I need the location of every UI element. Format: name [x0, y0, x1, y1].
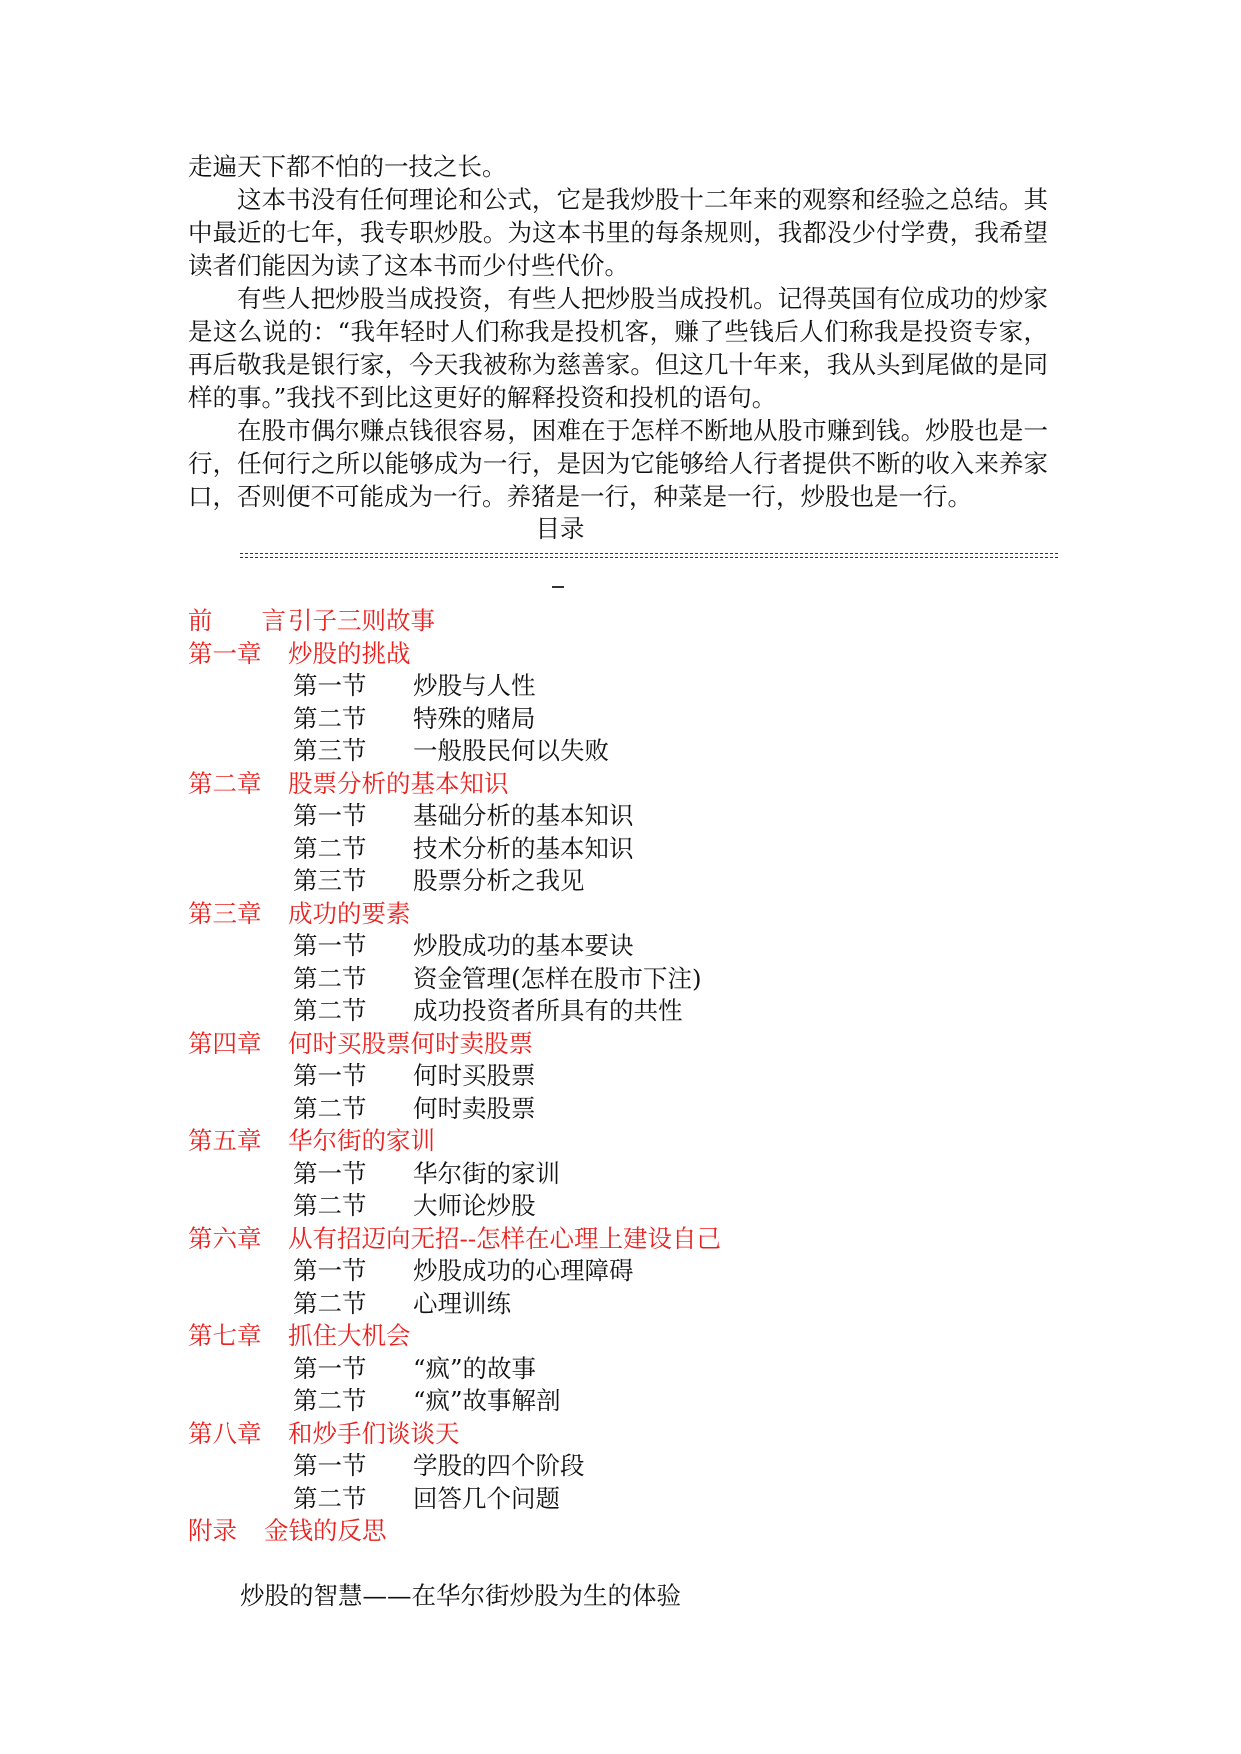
- toc-title: 目录: [535, 514, 585, 543]
- toc-chapter-entry[interactable]: [188, 1220, 721, 1253]
- toc-entry-title: 大师论炒股: [413, 1191, 536, 1220]
- toc-entry-title: 金钱的反思: [264, 1516, 387, 1545]
- toc-entry-number: 第一节: [293, 801, 367, 830]
- toc-entry-number: 第八章: [188, 1418, 262, 1448]
- toc-entry-title: 华尔街的家训: [413, 1158, 560, 1188]
- toc-entry-number: 第一节: [293, 1061, 367, 1090]
- intro-paragraph: 走遍天下都不怕的一技之长。: [188, 152, 507, 181]
- toc-section-entry[interactable]: [293, 1057, 536, 1090]
- toc-section-entry[interactable]: [293, 1187, 536, 1220]
- toc-section-entry[interactable]: [293, 732, 609, 765]
- toc-section-entry[interactable]: [293, 927, 634, 960]
- toc-section-entry[interactable]: [293, 1252, 634, 1285]
- book-subtitle: 炒股的智慧——在华尔街炒股为生的体验: [240, 1581, 681, 1610]
- toc-entry-number: 第四章: [188, 1028, 262, 1058]
- intro-paragraph: 有些人把炒股当成投资，有些人把炒股当成投机。记得英国有位成功的炒家是这么说的：“我年轻时人们称我是投机客，赚了些钱后人们称我是投资专家，再后敬我是银行家，今天我被称为慈善家。但这几十年来，我从头到尾做的是同样的事。”我找不到比这更好的解释投资和投机的语句。: [188, 284, 1048, 412]
- toc-entry-title: 股票分析的基本知识: [288, 768, 509, 798]
- toc-entry-title: 成功的要素: [288, 898, 411, 928]
- toc-section-entry[interactable]: [293, 992, 683, 1025]
- toc-section-entry[interactable]: [293, 1090, 536, 1123]
- toc-entry-title: 引子三则故事: [288, 606, 435, 635]
- toc-entry-number: 第二节: [293, 703, 367, 733]
- toc-entry-title: 资金管理(怎样在股市下注): [413, 963, 702, 993]
- toc-entry-number: 第三节: [293, 736, 367, 765]
- toc-entry-number: 第二节: [293, 996, 367, 1025]
- toc-entry-title: 何时买股票: [413, 1061, 536, 1090]
- toc-entry-number: 第一章: [188, 638, 262, 668]
- toc-chapter-entry[interactable]: [188, 1317, 411, 1350]
- toc-entry-number: 第七章: [188, 1321, 262, 1350]
- separator-line: [240, 553, 1058, 554]
- toc-entry-title: 一般股民何以失败: [413, 736, 609, 765]
- toc-appendix-entry[interactable]: [188, 1512, 387, 1545]
- separator-line: [240, 557, 1058, 558]
- toc-entry-number: 第二节: [293, 1386, 367, 1415]
- toc-entry-number: 第二节: [293, 833, 367, 863]
- toc-entry-title: “疯”的故事: [413, 1353, 537, 1383]
- toc-chapter-entry[interactable]: [188, 602, 435, 635]
- toc-entry-number: 第一节: [293, 1353, 367, 1383]
- toc-entry-number: 第三节: [293, 866, 367, 895]
- toc-entry-title: 成功投资者所具有的共性: [413, 996, 683, 1025]
- intro-paragraph: 在股市偶尔赚点钱很容易，困难在于怎样不断地从股市赚到钱。炒股也是一行，任何行之所以能够成为一行，是因为它能够给人行者提供不断的收入来养家口，否则便不可能成为一行。养猪是一行，种菜是一行，炒股也是一行。: [188, 416, 1048, 511]
- toc-entry-title: 股票分析之我见: [413, 866, 585, 895]
- toc-entry-number: 第一节: [293, 671, 367, 700]
- toc-entry-number: 前 言: [188, 606, 286, 635]
- toc-entry-number: 第二节: [293, 1483, 367, 1513]
- toc-section-entry[interactable]: [293, 830, 634, 863]
- toc-entry-title: 何时买股票何时卖股票: [288, 1028, 533, 1058]
- toc-section-entry[interactable]: [293, 960, 702, 993]
- toc-section-entry[interactable]: [293, 1382, 561, 1415]
- toc-section-entry[interactable]: [293, 797, 634, 830]
- toc-entry-number: 第一节: [293, 1158, 367, 1188]
- separator-tail: [552, 586, 564, 588]
- toc-chapter-entry[interactable]: [188, 1025, 533, 1058]
- toc-chapter-entry[interactable]: [188, 895, 411, 928]
- toc-entry-number: 第一节: [293, 1451, 367, 1480]
- toc-entry-title: 特殊的赌局: [413, 703, 536, 733]
- toc-entry-title: “疯”故事解剖: [413, 1386, 561, 1415]
- toc-chapter-entry[interactable]: [188, 1122, 435, 1155]
- toc-separator: [240, 538, 1058, 578]
- toc-entry-title: 炒股与人性: [413, 671, 536, 700]
- toc-section-entry[interactable]: [293, 1155, 560, 1188]
- toc-entry-title: 炒股成功的心理障碍: [413, 1256, 634, 1285]
- toc-entry-title: 基础分析的基本知识: [413, 801, 634, 830]
- toc-section-entry[interactable]: [293, 1285, 511, 1318]
- toc-entry-number: 附录: [188, 1516, 237, 1545]
- toc-entry-title: 学股的四个阶段: [413, 1451, 585, 1480]
- toc-entry-title: 抓住大机会: [288, 1321, 411, 1350]
- toc-section-entry[interactable]: [293, 1480, 560, 1513]
- toc-section-entry[interactable]: [293, 1350, 536, 1383]
- toc-entry-number: 第三章: [188, 898, 262, 928]
- toc-entry-title: 华尔街的家训: [288, 1126, 435, 1155]
- toc-entry-title: 炒股成功的基本要诀: [413, 931, 634, 960]
- toc-entry-number: 第一节: [293, 931, 367, 960]
- toc-section-entry[interactable]: [293, 700, 536, 733]
- toc-section-entry[interactable]: [293, 667, 536, 700]
- toc-entry-number: 第一节: [293, 1256, 367, 1285]
- toc-entry-title: 心理训练: [413, 1288, 511, 1318]
- toc-entry-number: 第六章: [188, 1223, 262, 1253]
- toc-section-entry[interactable]: [293, 862, 585, 895]
- toc-entry-number: 第二节: [293, 1191, 367, 1220]
- toc-section-entry[interactable]: [293, 1447, 585, 1480]
- toc-entry-title: 和炒手们谈谈天: [288, 1418, 460, 1448]
- toc-entry-number: 第二节: [293, 963, 367, 993]
- toc-entry-title: 回答几个问题: [413, 1483, 560, 1513]
- toc-entry-number: 第二节: [293, 1093, 367, 1123]
- toc-entry-number: 第二节: [293, 1288, 367, 1318]
- intro-paragraph: 这本书没有任何理论和公式，它是我炒股十二年来的观察和经验之总结。其中最近的七年，我专职炒股。为这本书里的每条规则，我都没少付学费，我希望读者们能因为读了这本书而少付些代价。: [188, 185, 1048, 280]
- toc-entry-title: 炒股的挑战: [288, 638, 411, 668]
- toc-entry-title: 从有招迈向无招--怎样在心理上建设自己: [288, 1223, 722, 1253]
- toc-chapter-entry[interactable]: [188, 635, 411, 668]
- toc-entry-number: 第五章: [188, 1126, 262, 1155]
- toc-chapter-entry[interactable]: [188, 1415, 460, 1448]
- intro-text: [188, 150, 1048, 513]
- toc-entry-number: 第二章: [188, 768, 262, 798]
- toc-entry-title: 技术分析的基本知识: [413, 833, 634, 863]
- toc-entry-title: 何时卖股票: [413, 1093, 536, 1123]
- toc-chapter-entry[interactable]: [188, 765, 509, 798]
